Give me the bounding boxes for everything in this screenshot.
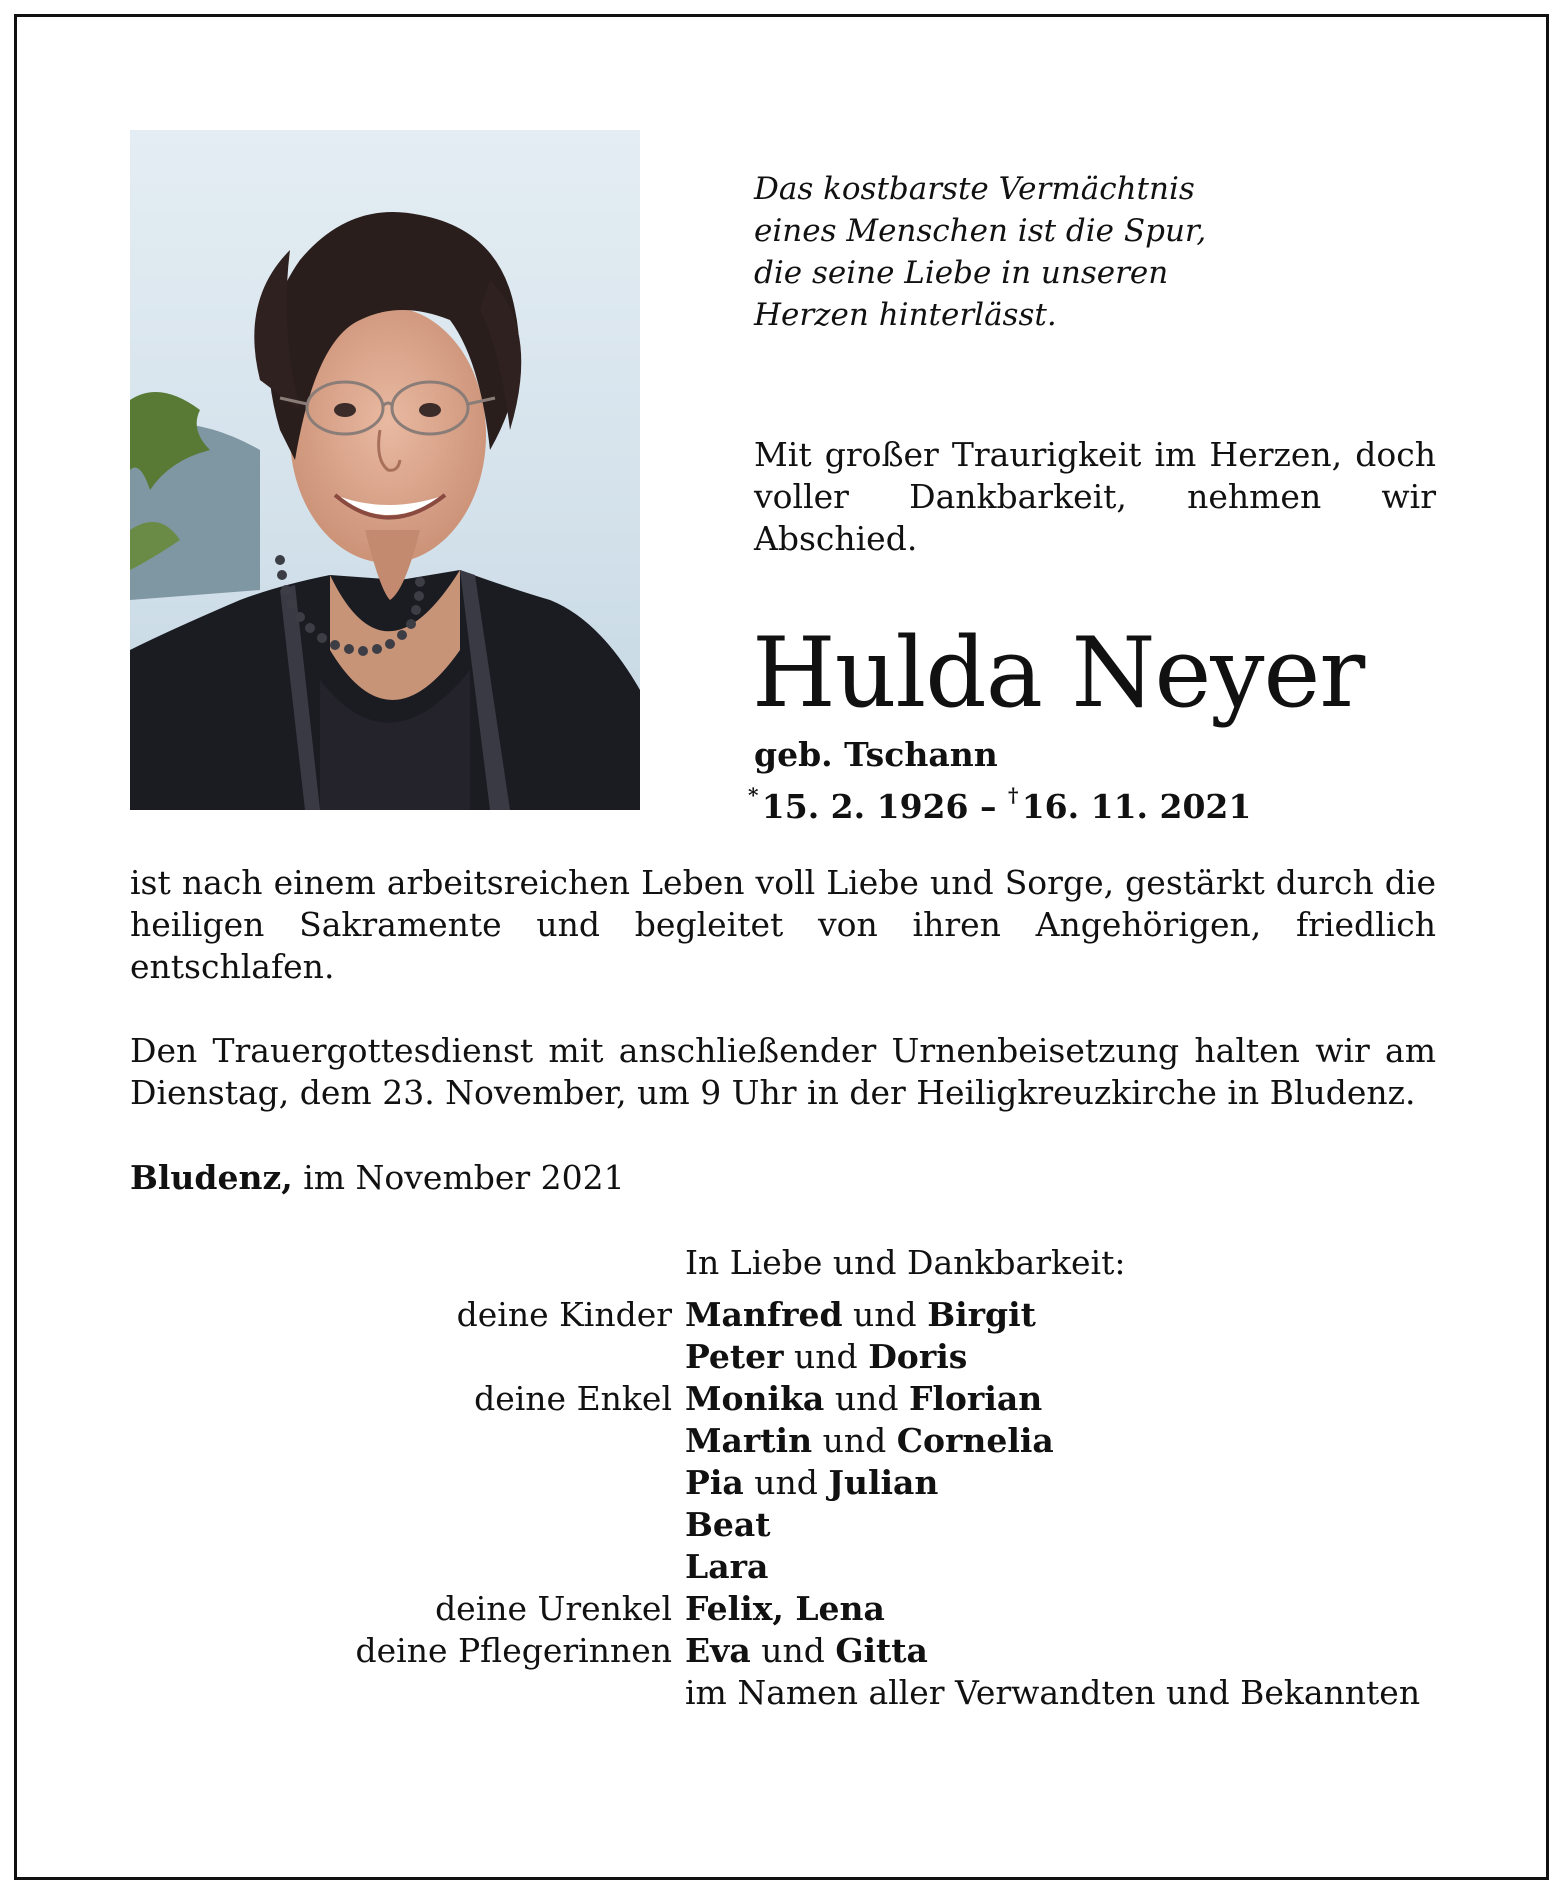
joiner: und <box>783 1337 869 1376</box>
mourner-name: Manfred <box>685 1295 843 1334</box>
portrait-photo <box>130 130 640 810</box>
mourner-name: Gitta <box>835 1631 928 1670</box>
relation-label: deine Pflegerinnen <box>355 1631 672 1670</box>
joiner: und <box>824 1379 909 1418</box>
mourner-name: Lara <box>685 1547 769 1586</box>
mourner-row <box>0 1294 1567 1336</box>
mourner-names <box>685 1588 885 1630</box>
mourner-row <box>0 1420 1567 1462</box>
place-date: im November 2021 <box>292 1158 625 1197</box>
relation-label: deine Kinder <box>456 1295 672 1334</box>
mourner-names <box>685 1462 938 1504</box>
joiner: und <box>743 1463 829 1502</box>
mourners-list <box>0 1294 1567 1672</box>
birth-date: 15. 2. 1926 <box>761 787 969 826</box>
mourner-name: Monika <box>685 1379 825 1418</box>
mourner-name: Florian <box>908 1379 1043 1418</box>
mourner-name: Julian <box>828 1463 939 1502</box>
mourner-row <box>0 1378 1567 1420</box>
joiner: und <box>750 1631 836 1670</box>
mourner-name: Beat <box>685 1505 771 1544</box>
birth-name: geb. Tschann <box>754 735 998 774</box>
mourner-name: Cornelia <box>896 1421 1054 1460</box>
farewell-intro: Mit großer Traurigkeit im Herzen, doch voller Dankbarkeit, nehmen wir Abschied. <box>754 435 1436 558</box>
died-symbol: † <box>1007 783 1019 807</box>
closing-line: im Namen aller Verwandten und Bekannten <box>685 1673 1421 1712</box>
mourner-names <box>685 1546 768 1588</box>
mourner-names <box>685 1336 967 1378</box>
mourner-name: Felix, Lena <box>685 1589 885 1628</box>
quote-line: Das kostbarste Vermächtnis <box>754 171 1195 207</box>
memorial-quote <box>754 168 1454 336</box>
place-and-date <box>130 1157 625 1199</box>
mourner-row <box>0 1336 1567 1378</box>
quote-line: eines Menschen ist die Spur, <box>754 213 1207 249</box>
quote-line: Herzen hinterlässt. <box>754 297 1057 333</box>
born-symbol: * <box>748 783 759 807</box>
life-dates <box>748 778 1251 828</box>
mourner-row <box>0 1504 1567 1546</box>
funeral-service-text: Den Trauergottesdienst mit anschließender Urnenbeisetzung halten wir am Dienstag, dem 23. November, um 9 Uhr in der Heiligkreuzkirche in Bludenz. <box>130 1031 1436 1112</box>
mourner-names <box>685 1378 1042 1420</box>
date-separator: – <box>968 787 1008 826</box>
mourner-name: Martin <box>685 1421 813 1460</box>
mourner-row <box>0 1546 1567 1588</box>
relation-label: deine Enkel <box>474 1379 672 1418</box>
mourner-row <box>0 1588 1567 1630</box>
joiner: und <box>842 1295 928 1334</box>
place-town: Bludenz, <box>130 1158 293 1197</box>
mourner-name: Doris <box>868 1337 968 1376</box>
thanks-heading: In Liebe und Dankbarkeit: <box>685 1243 1126 1282</box>
mourner-name: Peter <box>685 1337 784 1376</box>
mourner-row <box>0 1462 1567 1504</box>
mourner-names <box>685 1504 771 1546</box>
mourner-names <box>685 1420 1054 1462</box>
quote-line: die seine Liebe in unseren <box>754 255 1169 291</box>
mourner-row <box>0 1630 1567 1672</box>
mourner-name: Pia <box>685 1463 744 1502</box>
death-date: 16. 11. 2021 <box>1021 787 1252 826</box>
mourner-name: Birgit <box>927 1295 1036 1334</box>
mourner-names <box>685 1294 1036 1336</box>
mourner-name: Eva <box>685 1631 751 1670</box>
mourner-names <box>685 1630 928 1672</box>
relation-label: deine Urenkel <box>435 1589 672 1628</box>
deceased-name: Hulda Neyer <box>752 617 1365 729</box>
joiner: und <box>812 1421 897 1460</box>
obituary-text: ist nach einem arbeitsreichen Leben voll Liebe und Sorge, gestärkt durch die heiligen Sakramente und begleitet von ihren Angehörigen, friedlich entschlafen. <box>130 863 1436 986</box>
